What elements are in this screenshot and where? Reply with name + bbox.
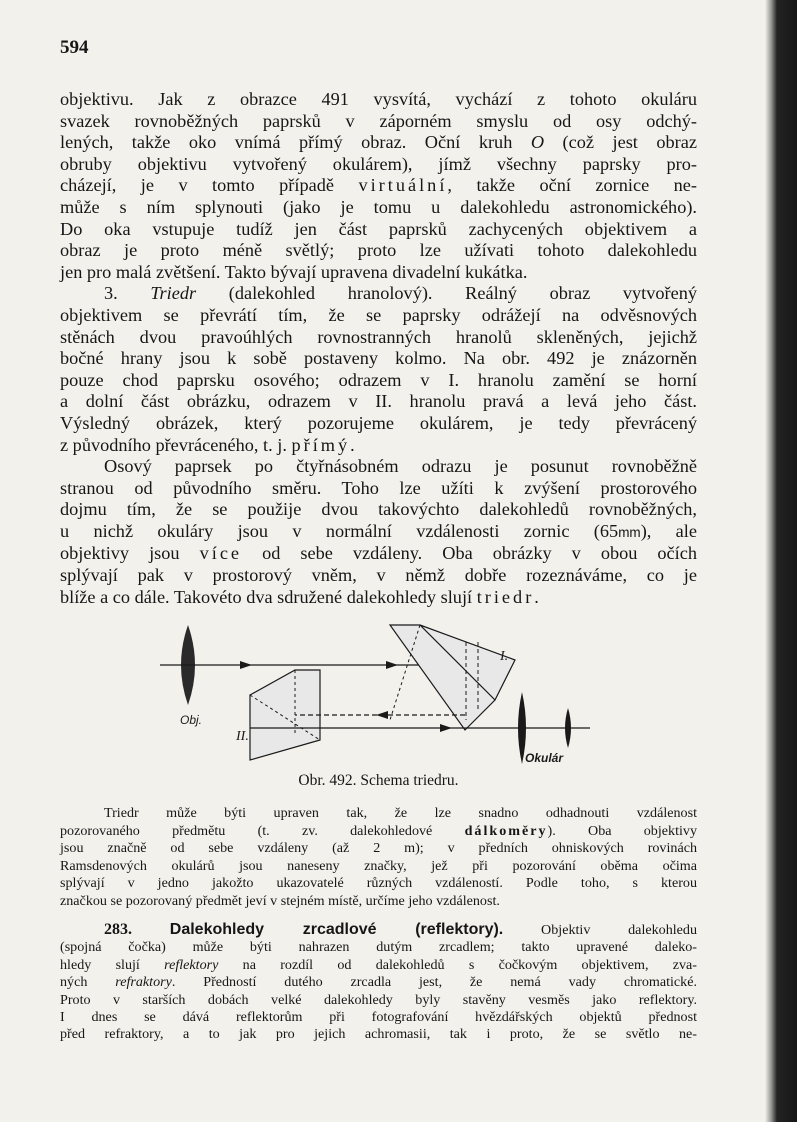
text-span: cházejí, je v tomto případě <box>60 175 334 196</box>
text-line <box>60 587 697 609</box>
section-heading-line <box>60 921 697 939</box>
term-triedr: Triedr <box>150 283 197 304</box>
emphasis-triedr: triedr <box>476 586 535 607</box>
arrow-right <box>240 661 252 669</box>
text-span: blíže a co dále. Takovéto dva sdružené dalekohledy slují <box>60 586 473 607</box>
text-line: objektivu. Jak z obrazce 491 vysvítá, vychází z tohoto okuláru <box>60 89 697 109</box>
text-span: (dalekohled hranolový). Reálný obraz vytvořený <box>228 283 697 304</box>
text-span: (což jest obraz <box>562 132 697 153</box>
triedr-diagram <box>150 620 590 776</box>
text-span: ), ale <box>640 520 697 541</box>
arrow-right <box>386 661 398 669</box>
text-span: . Předností dutého zrcadla jest, že nemá vady chromatické. <box>171 974 698 991</box>
emphasis-dalkomery: dálkoměry <box>464 822 548 839</box>
text-line: splývají pak v prostorový vněm, v němž dobře rozeznáváme, co je <box>60 565 697 586</box>
text-line: obraz je proto méně světlý; proto lze užívati tohoto dalekohledu <box>60 240 697 261</box>
text-line: dojmu tím, že se použije dvou takovýchto dalekohledů rovnoběžných, <box>60 499 697 520</box>
term-reflektory: reflektory <box>164 956 219 973</box>
text-span: Objektiv dalekohledu <box>541 922 698 938</box>
text-line: Proto v starších dobách velké dalekohledy byly stavěny vesměs jako reflektory. <box>60 991 697 1008</box>
text-line: Osový paprsek po čtyřnásobném odrazu je posunut rovnoběžně <box>104 456 697 477</box>
text-line: (spojná čočka) může býti nahrazen dutým zrcadlem; takto upravené daleko- <box>60 939 697 956</box>
label-objective: Obj. <box>180 713 203 727</box>
text-line <box>60 132 697 154</box>
label-prism-2: II. <box>236 729 249 744</box>
section-283 <box>60 921 697 1044</box>
text-line <box>60 823 697 841</box>
prism-1 <box>390 625 515 730</box>
text-span: pozorovaného předmětu (t. zv. dalekohledové <box>60 822 433 839</box>
emphasis-primy: přímý <box>291 434 351 455</box>
label-prism-1: I. <box>500 649 509 664</box>
text-span: . <box>534 586 539 607</box>
text-span: , takže oční zornice ne- <box>447 175 697 196</box>
text-line: jsou značně od sebe vzdáleny (až 2 m); v předních ohniskových rovinách <box>60 840 697 857</box>
text-line: Triedr může býti upraven tak, že lze snadno odhadnouti vzdálenost <box>104 805 697 821</box>
text-span: lených, takže oko vnímá přímý obraz. Oční kruh <box>60 132 513 153</box>
text-span: u nichž okuláry jsou v normální vzdálenosti zornic (65 <box>60 520 619 541</box>
text-line: může s ním splynouti (jako je tomu u dalekohledu astronomického). <box>60 196 697 217</box>
text-line: Ramsdenových okulárů jsou naneseny značky, jež při pozorování oběma očima <box>60 857 697 874</box>
text-span: . <box>350 434 355 455</box>
small-print <box>60 805 697 911</box>
text-line: značkou se pozorovaný předmět jeví v stejném místě, určíme jeho vzdálenost. <box>60 892 500 909</box>
text-line <box>60 957 697 974</box>
text-line: před refraktory, a to jak pro jejich achromasii, tak i proto, že se světlo ne- <box>60 1026 697 1043</box>
text-line: Do oka vstupuje tudíž jen část paprsků zachycených objektivem a <box>60 218 697 239</box>
text-line: splývají v jedno jakožto ukazovatelé různých vzdáleností. Podle toho, s kterou <box>60 875 697 892</box>
text-span: hledy slují <box>60 956 140 973</box>
text-span: z původního převráceného, t. j. <box>60 434 287 455</box>
figure-caption: Obr. 492. Schema triedru. <box>298 772 459 789</box>
text-span: na rozdíl od dalekohledů s čočkovým objektivem, zva- <box>242 956 697 973</box>
text-span: ných <box>60 974 88 991</box>
text-line <box>60 974 697 991</box>
eyepiece-lens <box>565 708 571 748</box>
text-line <box>60 543 697 565</box>
arrow-left <box>376 711 388 719</box>
emphasis-virtual: virtuální <box>358 175 448 196</box>
book-spine-shadow <box>765 0 797 1122</box>
text-line: stranou od původního směru. Toho lze užíti k zvýšení prostorového <box>60 477 697 498</box>
text-line: jen pro malá zvětšení. Takto bývají upravena divadelní kukátka. <box>60 261 528 282</box>
text-line: pouze chod paprsku osového; odrazem v I. hranolu zamění se horní <box>60 369 697 390</box>
text-line: a dolní část obrázku, odrazem v II. hranolu pravá a levá jeho část. <box>60 391 697 412</box>
label-eyepiece: Okulár <box>525 751 564 765</box>
text-line: stěnách dvou pravoúhlých rovnostranných hranolů skleněných, jejichž <box>60 326 697 347</box>
text-span: ). Oba objektivy <box>547 822 697 839</box>
text-line <box>60 521 697 544</box>
text-line: objektivem se převrátí tím, že se paprsky odrážejí na odvěsnových <box>60 304 697 325</box>
unit-mm: mm <box>618 524 641 540</box>
text-line: svazek rovnoběžných paprsků v záporném smyslu od osy odchý- <box>60 110 697 131</box>
text-line: I dnes se dává reflektorům při fotografování hvězdářských objektů přednost <box>60 1009 697 1026</box>
text-line <box>60 283 697 305</box>
emphasis-vice: více <box>199 543 243 564</box>
section-number: 283. <box>104 921 132 938</box>
text-line: bočné hrany jsou k sobě postaveny kolmo. Na obr. 492 je znázorněn <box>60 348 697 369</box>
term-refraktory: refraktory <box>115 974 172 991</box>
arrow-right <box>440 724 452 732</box>
text-span: od sebe vzdáleny. Oba obrázky v obou očích <box>262 543 697 564</box>
page-number: 594 <box>60 37 89 58</box>
text-line: obruby objektivu vytvořený okulárem), jímž všechny paprsky pro- <box>60 153 697 174</box>
symbol-o: O <box>530 132 545 153</box>
body-text <box>60 89 697 608</box>
list-number: 3. <box>104 283 118 304</box>
text-line <box>60 175 697 197</box>
text-span: objektivy jsou <box>60 543 180 564</box>
section-title: Dalekohledy zrcadlové (reflektory). <box>169 921 504 938</box>
text-line: Výsledný obrázek, který pozorujeme okulárem, je tedy převrácený <box>60 412 697 433</box>
text-line <box>60 435 697 457</box>
